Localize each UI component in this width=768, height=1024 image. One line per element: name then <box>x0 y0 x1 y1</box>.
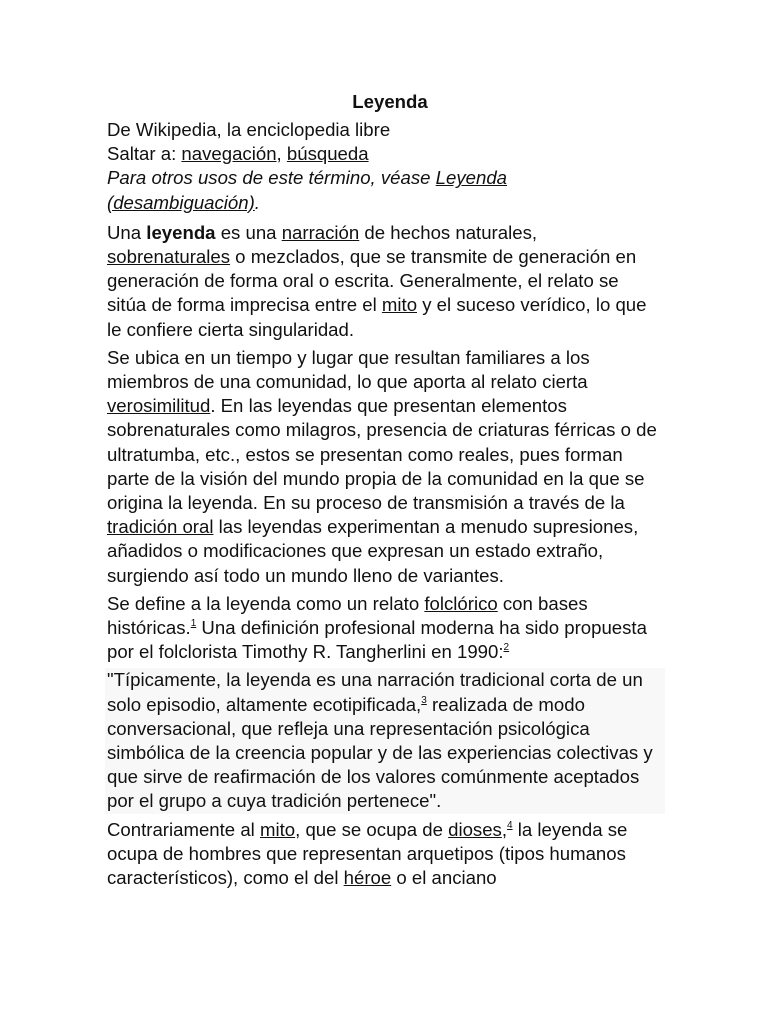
p1-text-4: o mezclados, que se transmite de generación en generación de forma oral o escrita. Generalmente, el relato se sitúa de forma imprecisa entre el <box>107 246 637 316</box>
hatnote-text: Para otros usos de este término, véase <box>107 167 436 189</box>
p4-text-1: Contrariamente al <box>107 818 260 840</box>
link-verosimilitud[interactable]: verosimilitud <box>107 395 211 417</box>
p2-text-1: Se ubica en un tiempo y lugar que resultan familiares a los miembros de una comunidad, lo que aporta al relato cierta <box>107 346 590 393</box>
disambiguation-hatnote <box>107 166 663 214</box>
p4-text-3: , <box>501 818 508 840</box>
site-subtitle: De Wikipedia, la enciclopedia libre <box>107 119 391 140</box>
p1-text-5: y el suceso verídico, lo que le confiere cierta singularidad. <box>107 294 647 340</box>
link-dioses[interactable]: dioses <box>448 818 502 840</box>
quote-text-2: realizada de modo conversacional, que refleja una representación psicológica simbólica de la creencia popular y de las experiencias colectivas y que sirve de reafirmación de los valores comúnmente aceptados por el grupo a cuya tradición pertenece". <box>107 693 653 812</box>
link-folclorico[interactable]: folclórico <box>424 592 498 614</box>
link-narracion[interactable]: narración <box>281 221 360 243</box>
jump-links <box>107 142 663 166</box>
p1-text-2: es una <box>215 221 282 243</box>
link-heroe[interactable]: héroe <box>343 867 392 889</box>
jump-separator: , <box>276 143 287 165</box>
link-mito[interactable]: mito <box>381 294 418 316</box>
p3-text-3: Una definición profesional moderna ha sido propuesta por el folclorista Timothy R. Tangherlini en 1990: <box>107 617 647 663</box>
reference-2[interactable]: 2 <box>503 642 510 654</box>
article <box>107 90 663 894</box>
reference-4[interactable]: 4 <box>507 819 513 831</box>
p1-bold-term: leyenda <box>146 221 216 243</box>
p1-text-3: de hechos naturales, <box>359 221 538 243</box>
paragraph-3 <box>107 592 663 665</box>
quote-text-1: "Típicamente, la leyenda es una narración tradicional corta de un solo episodio, altamente ecotipificada, <box>107 669 643 715</box>
link-sobrenaturales[interactable]: sobrenaturales <box>107 246 231 268</box>
p2-text-3: las leyendas experimentan a menudo supresiones, añadidos o modificaciones que expresan un estado extraño, surgiendo así todo un mundo lleno de variantes. <box>107 516 639 586</box>
hatnote-end: . <box>254 191 260 213</box>
jump-navigation-link[interactable]: navegación <box>181 143 277 165</box>
definition-quote <box>105 668 665 813</box>
reference-3[interactable]: 3 <box>421 694 427 706</box>
jump-prefix: Saltar a: <box>107 143 182 165</box>
link-tradicion-oral[interactable]: tradición oral <box>107 516 214 538</box>
jump-search-link[interactable]: búsqueda <box>286 143 369 165</box>
link-mito-2[interactable]: mito <box>259 818 296 840</box>
p3-text-2: con bases históricas. <box>107 592 588 639</box>
p1-text-1: Una <box>107 221 147 243</box>
p3-text-1: Se define a la leyenda como un relato <box>107 592 425 614</box>
page-title: Leyenda <box>352 91 428 112</box>
p2-text-2: . En las leyendas que presentan elementos sobrenaturales como milagros, presencia de criaturas férricas o de ultratumba, etc., estos se presentan como reales, pues forman parte de la visión del mundo propia de la comunidad en la que se origina la leyenda. En su proceso de transmisión a través de la <box>107 395 657 514</box>
paragraph-4 <box>107 818 663 891</box>
paragraph-2 <box>107 346 663 588</box>
paragraph-1 <box>107 221 663 342</box>
reference-1[interactable]: 1 <box>190 618 197 630</box>
p4-text-4: la leyenda se ocupa de hombres que representan arquetipos (tipos humanos característicos), como el del <box>107 818 628 889</box>
disambiguation-link[interactable]: Leyenda (desambiguación) <box>107 167 508 213</box>
p4-text-2: , que se ocupa de <box>295 818 449 840</box>
p4-text-5: o el anciano <box>391 867 497 889</box>
